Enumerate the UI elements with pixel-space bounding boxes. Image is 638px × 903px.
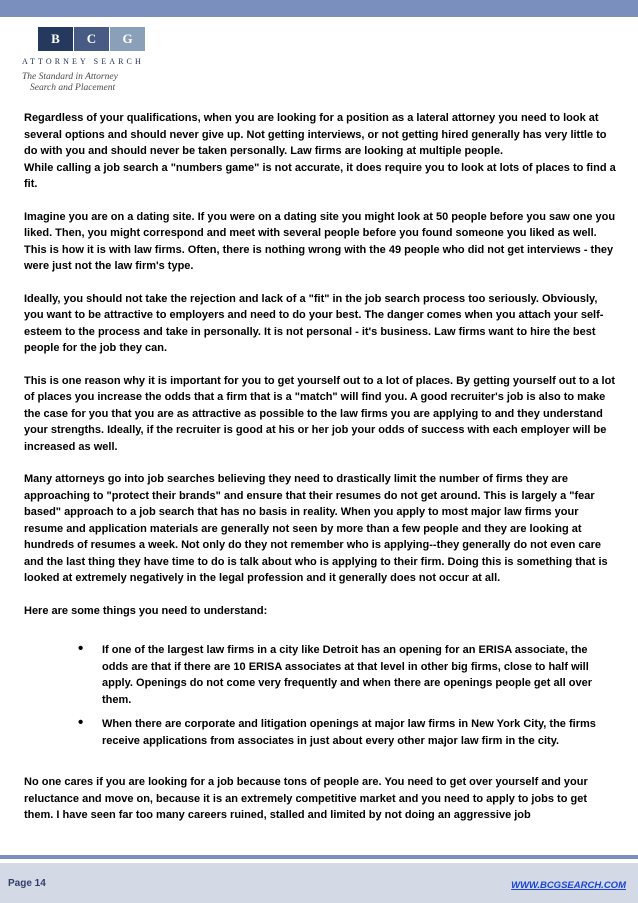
list-item: [78, 714, 618, 749]
logo-tagline: [22, 72, 162, 94]
list-intro: Here are some things you need to understand:: [24, 604, 268, 617]
website-link[interactable]: WWW.BCGSEARCH.COM: [511, 880, 626, 891]
logo-letter-b: B: [38, 27, 73, 51]
paragraph-6: No one cares if you are looking for a job because tons of people are. You need to get over yourself and your reluctance and move on, because it is an extremely competitive market and you need to apply to jobs to get them. I have seen far too many careers ruined, stalled and limited by not doing an aggressive job: [24, 776, 588, 821]
tagline-line-2: Search and Placement: [30, 83, 116, 93]
bcg-logo[interactable]: [22, 27, 162, 95]
article-body: [24, 110, 618, 824]
bullet-icon: •: [78, 640, 84, 657]
logo-letter-boxes: [38, 27, 146, 51]
page-number: Page 14: [8, 878, 46, 889]
logo-letter-g: G: [110, 27, 145, 51]
logo-wordmark: ATTORNEY SEARCH: [22, 57, 144, 66]
list-item: [78, 640, 618, 708]
list-item-text: If one of the largest law firms in a city like Detroit has an opening for an ERISA associate, the odds are that if there are 10 ERISA associates at that level in other big firms, close to half will apply. Openings do not come very frequently and when there are openings people get all over them.: [102, 644, 593, 706]
tagline-line-1: The Standard in Attorney: [22, 72, 118, 82]
paragraph-1b: While calling a job search a "numbers game" is not accurate, it does require you to look at lots of places to find a fit.: [24, 161, 616, 190]
paragraph-5: Many attorneys go into job searches believing they need to drastically limit the number of firms they are approaching to "protect their brands" and ensure that their resumes do not get around. This is largely a "fear based" approach to a job search that has no basis in reality. When you apply to most major law firms your resume and application materials are generally not seen by more than a few people and they are looking at hundreds of resumes a week. Not only do they not remember who is applying--they generally do not even care and the last thing they have time to do is talk about who is applying to their firm. Doing this is something that is looked at extremely negatively in the legal profession and it generally does not occur at all.: [24, 473, 608, 584]
paragraph-4: This is one reason why it is important for you to get yourself out to a lot of places. By getting yourself out to a lot of places you increase the odds that a firm that is a "match" will find you. A good recruiter's job is also to make the case for you that you are as attractive as possible to the law firms you are applying to and they understand your strengths. Ideally, if the recruiter is good at his or her job your odds of success with each employer will be increased as well.: [24, 374, 615, 453]
paragraph-3: Ideally, you should not take the rejection and lack of a "fit" in the job search process too seriously. Obviously, you want to be attractive to employers and need to do your best. The danger comes when you attach your self-esteem to the process and take in personally. It is not personal - it's business. Law firms want to hire the best people for the job they can.: [24, 292, 604, 354]
bullet-list: [24, 642, 618, 749]
paragraph-1a: Regardless of your qualifications, when you are looking for a position as a lateral attorney you need to look at several options and should never give up. Not getting interviews, or not getting hired generally has very little to do with you and should never be taken personally. Law firms are looking at multiple people.: [24, 112, 607, 157]
logo-letter-c: C: [74, 27, 109, 51]
paragraph-2: Imagine you are on a dating site. If you were on a dating site you might look at 50 people before you saw one you liked. Then, you might correspond and meet with several people before you found someone you liked as well. This is how it is with law firms. Often, there is nothing wrong with the 49 people who did not get interviews - they were just not the law firm's type.: [24, 210, 616, 272]
list-item-text: When there are corporate and litigation openings at major law firms in New York City, the firms receive applications from associates in just about every other major law firm in the city.: [102, 718, 596, 747]
header-bar: [0, 0, 638, 17]
bullet-icon: •: [78, 714, 84, 731]
footer-divider: [0, 855, 638, 859]
